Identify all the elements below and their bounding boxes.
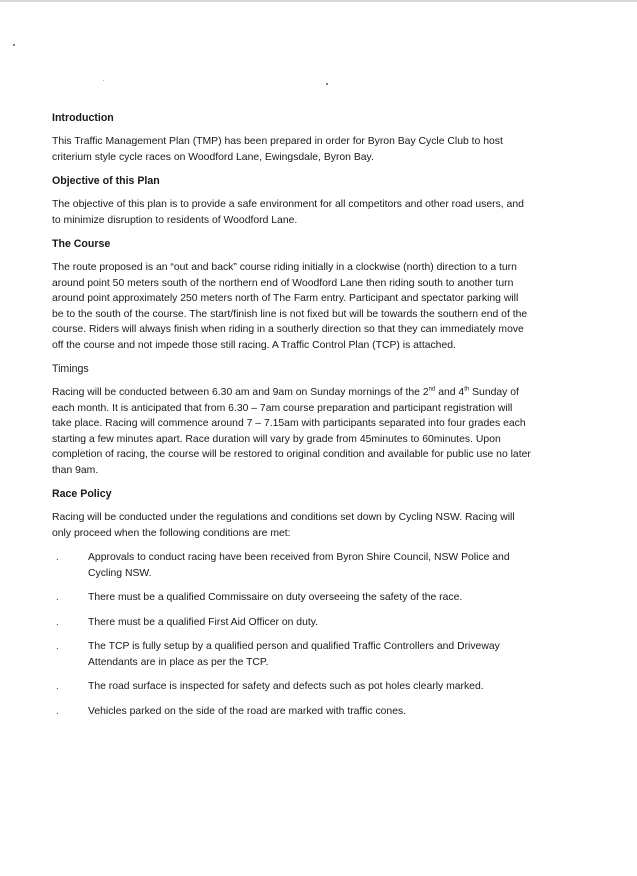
scan-speck xyxy=(13,44,15,46)
introduction-text: This Traffic Management Plan (TMP) has been prepared in order for Byron Bay Cycle Club to host criterium style cycle races on Woodford Lane, Ewingsdale, Byron Bay. xyxy=(52,136,503,163)
list-item xyxy=(52,704,532,720)
list-item xyxy=(52,550,532,581)
superscript-th: th xyxy=(464,386,470,393)
bullet-icon: . xyxy=(56,641,59,652)
race-policy-text: Racing will be conducted under the regulations and conditions set down by Cycling NSW. Racing will only proceed when the following conditions are met: xyxy=(52,512,515,539)
timings-text-part3: Sunday of each month. It is anticipated that from 6.30 – 7am course preparation and participant registration will take place. Racing will commence around 7 – 7.15am with participants separated into four grades each starting a few minutes apart. Race duration will vary by grade from 45minutes to 60minutes. Upon completion of racing, the course will be restored to original condition and available for public use no later than 9am. xyxy=(52,387,531,476)
list-item-text: The TCP is fully setup by a qualified person and qualified Traffic Controllers and Driveway Attendants are in place as per the TCP. xyxy=(88,641,500,668)
bullet-icon: . xyxy=(56,592,59,603)
bullet-icon: . xyxy=(56,616,59,628)
scan-speck xyxy=(103,80,104,81)
race-conditions-list xyxy=(52,550,532,719)
list-item-text: There must be a qualified Commissaire on duty overseeing the safety of the race. xyxy=(88,592,463,603)
race-policy-heading: Race Policy xyxy=(52,488,112,500)
scan-edge-line xyxy=(0,0,637,2)
course-heading: The Course xyxy=(52,238,111,250)
document-body xyxy=(52,111,532,728)
superscript-nd: nd xyxy=(428,386,436,393)
timings-text-part1: Racing will be conducted between 6.30 am and 9am on Sunday mornings of the 2 xyxy=(52,387,429,398)
objective-heading: Objective of this Plan xyxy=(52,175,160,187)
timings-text-part2: and 4 xyxy=(435,387,465,398)
list-item xyxy=(52,615,532,631)
bullet-icon: . xyxy=(56,681,59,692)
list-item xyxy=(52,679,532,695)
list-item xyxy=(52,590,532,606)
bullet-icon: . xyxy=(56,705,59,717)
list-item-text: There must be a qualified First Aid Officer on duty. xyxy=(88,616,319,628)
timings-heading: Timings xyxy=(52,363,89,375)
list-item-text: The road surface is inspected for safety and defects such as pot holes clearly marked. xyxy=(88,681,484,692)
introduction-heading: Introduction xyxy=(52,112,114,124)
objective-text: The objective of this plan is to provide a safe environment for all competitors and other road users, and to minimize disruption to residents of Woodford Lane. xyxy=(52,199,524,226)
course-text: The route proposed is an “out and back” course riding initially in a clockwise (north) direction to a turn around point 50 meters south of the northern end of Woodford Lane then riding south to another turn around point approximately 250 meters north of The Farm entry. Participant and spectator parking will be to the south of the course. The start/finish line is not fixed but will be towards the southern end of the course. Riders will always finish when riding in a southerly direction so that they can immediately move off the course and not impede those still racing. A Traffic Control Plan (TCP) is attached. xyxy=(52,262,528,351)
scan-speck xyxy=(326,83,328,85)
list-item-text: Vehicles parked on the side of the road are marked with traffic cones. xyxy=(88,705,407,717)
timings-text xyxy=(52,385,532,478)
bullet-icon: . xyxy=(56,552,59,563)
list-item xyxy=(52,639,532,670)
list-item-text: Approvals to conduct racing have been received from Byron Shire Council, NSW Police and Cycling NSW. xyxy=(88,552,510,579)
